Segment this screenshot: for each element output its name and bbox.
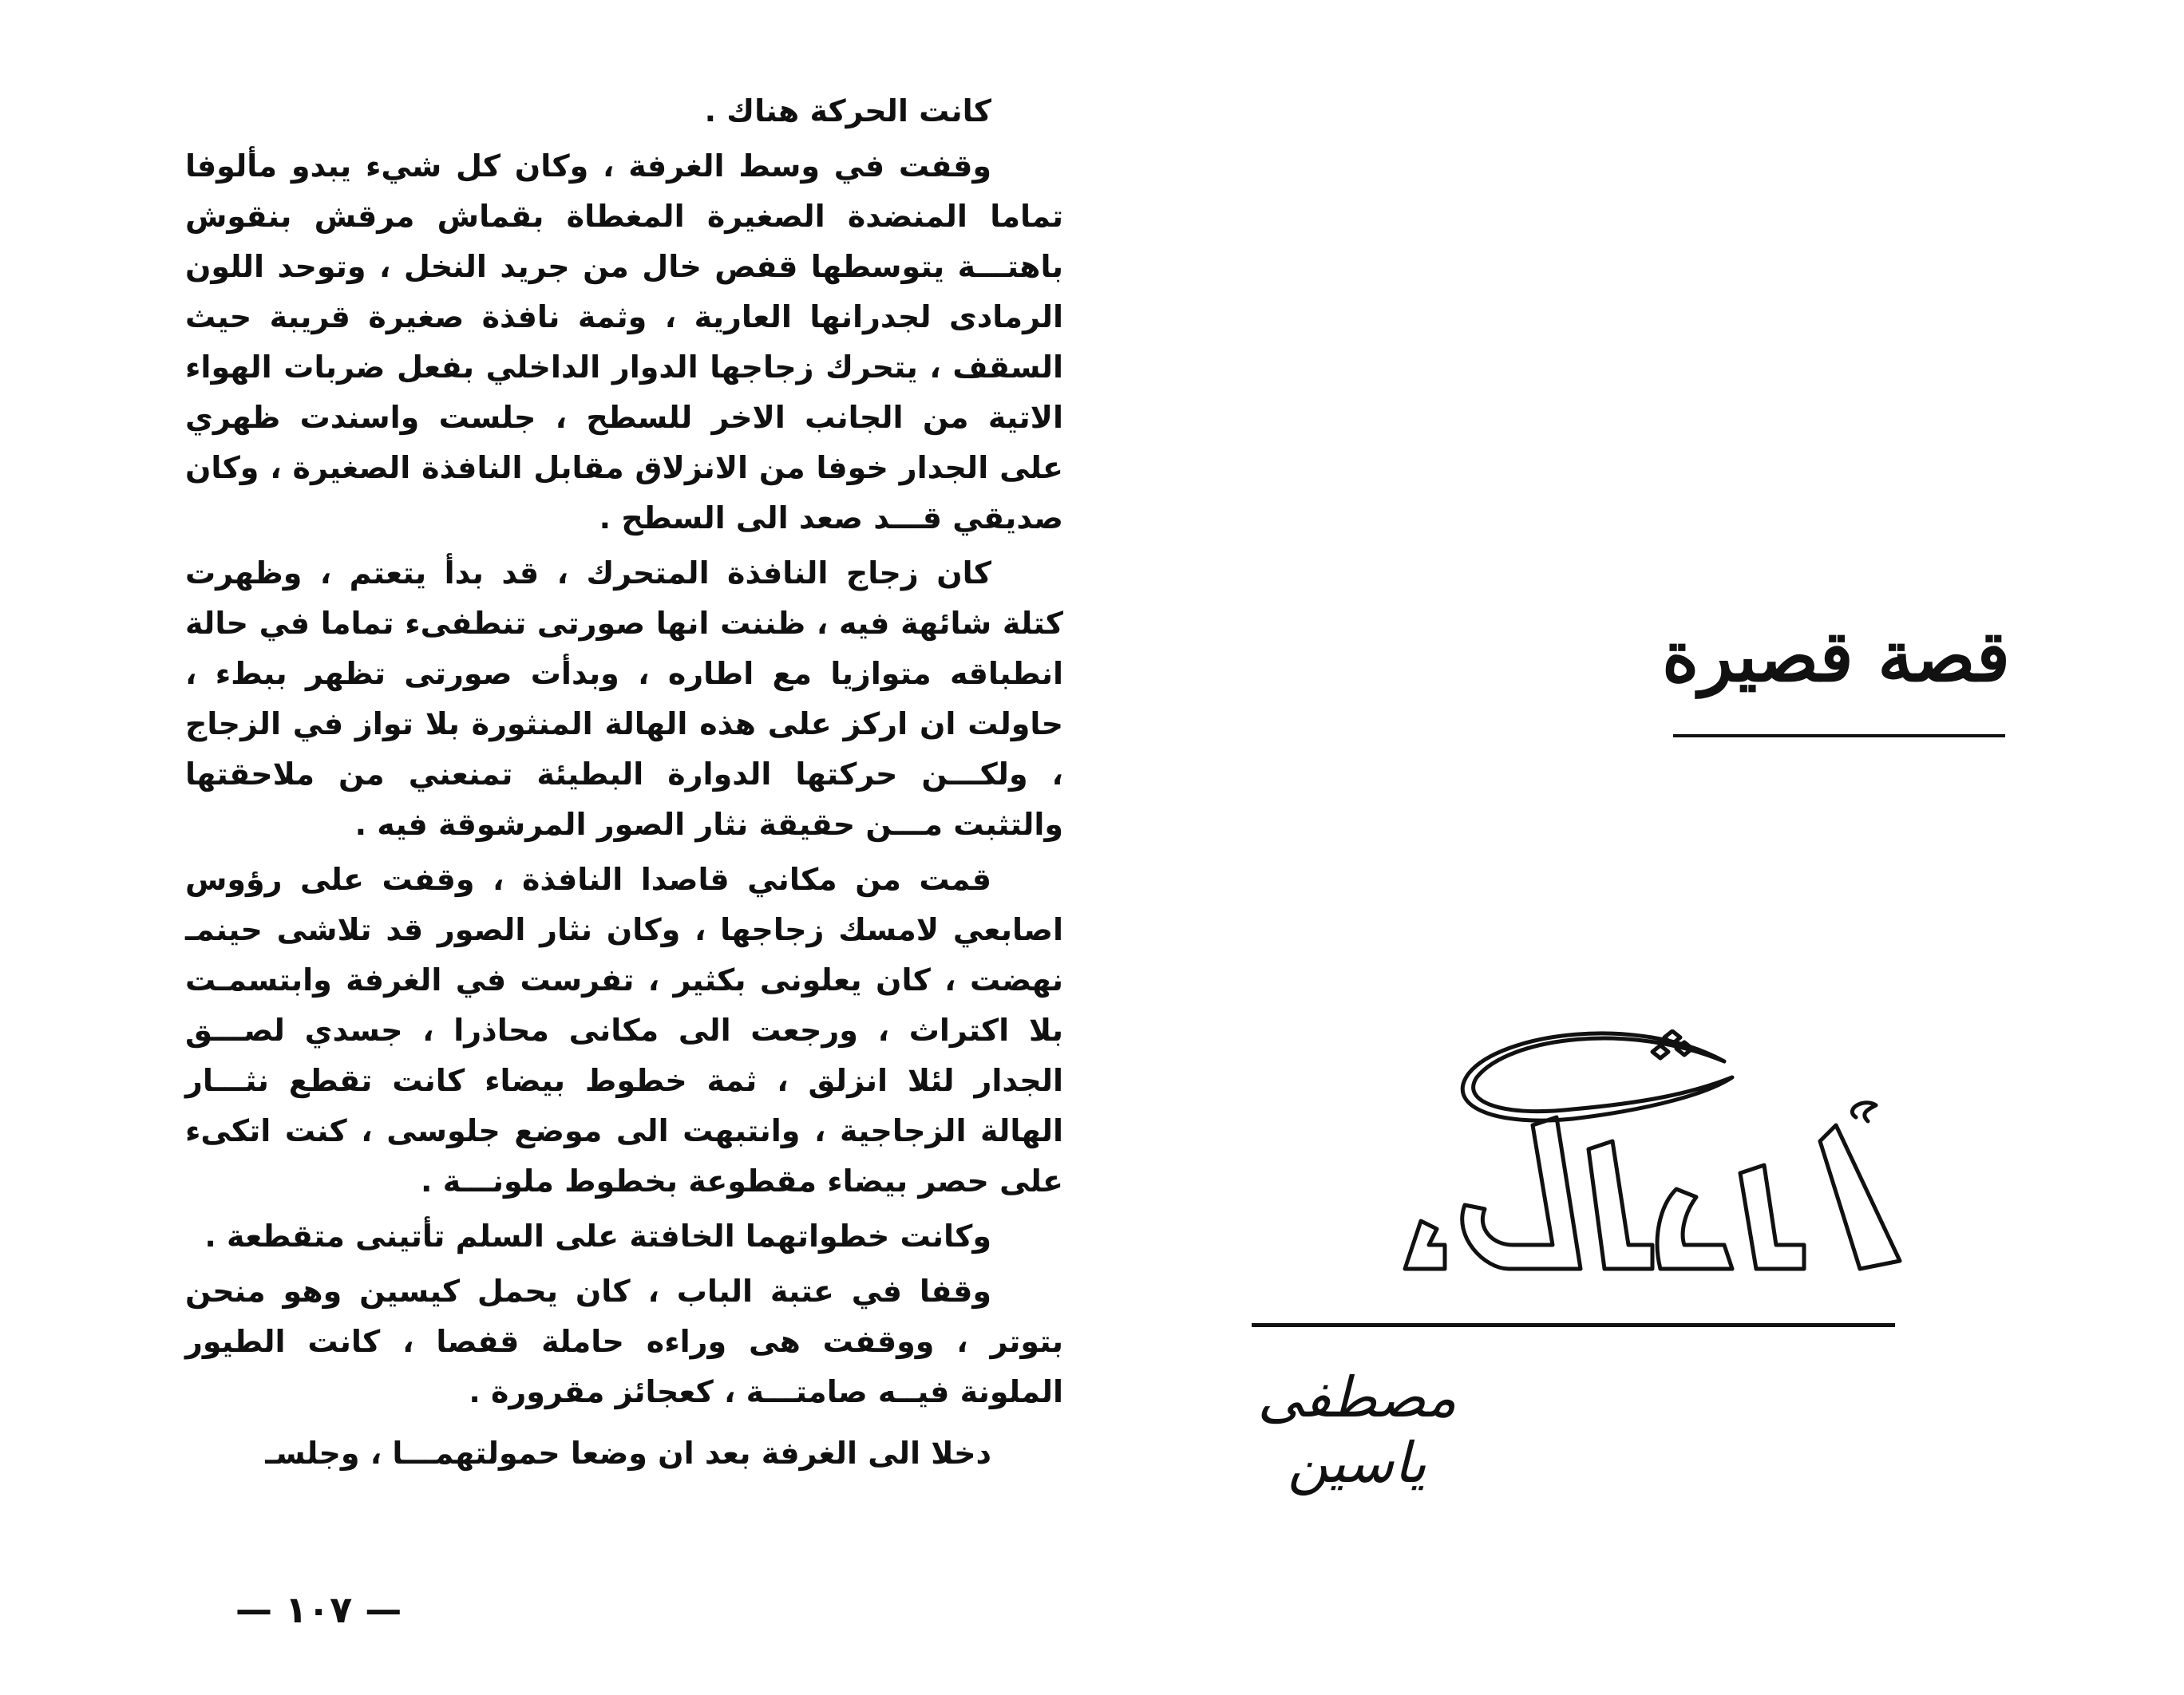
title-stroke: [1589, 1141, 1652, 1269]
paragraph: قمت من مكاني قاصدا النافذة ، وقفت على رؤوس اصابعي لامسك زجاجها ، وكان نثار الصور قد تلاشى حينمـ نهضت ، كان يعلونى بكثير ، تفرست في الغرفة وابتسمـت بلا اكتراث ، ورجعت الى مكانى محاذرا ، جسدي لصـــق الجدار لئلا انزلق ، ثمة خطوط بيضاء كانت تقطع نثـــار الهالة الزجاجية ، وانتبهت الى موضع جلوسى ، كنت اتكىء على حصر بيضاء مقطوعة بخطوط ملونـــة .: [185, 862, 1063, 1199]
title-stroke: [1820, 1125, 1900, 1269]
story-title-lettering: [1389, 1029, 1916, 1301]
title-stroke: [1652, 1031, 1692, 1058]
title-stroke: [1462, 1117, 1581, 1269]
title-stroke: [1852, 1103, 1876, 1121]
series-divider: [1673, 734, 2005, 737]
title-divider: [1252, 1323, 1895, 1327]
title-stroke: [1405, 1221, 1445, 1269]
paragraph: وقفت في وسط الغرفة ، وكان كل شيء يبدو مألوفا تماما المنضدة الصغيرة المغطاة بقماش مرقش بنقوش باهتـــة يتوسطها قفص خال من جريد النخل ، وتوحد اللون الرمادى لجدرانها العارية ، وثمة نافذة صغيرة قريبة حيث السقف ، يتحرك زجاجها الدوار الداخلي بفعل ضربات الهواء الاتية من الجانب الاخر للسطح ، جلست واسندت ظهري على الجدار خوفا من الانزلاق مقابل النافذة الصغيرة ، وكان صديقي قـــد صعد الى السطح .: [185, 148, 1063, 535]
paragraph: دخلا الى الغرفة بعد ان وضعا حمولتهمـــا ، وجلسـ: [265, 1436, 991, 1471]
paragraph: وكانت خطواتهما الخافتة على السلم تأتينى متقطعة .: [204, 1219, 991, 1254]
author-signature: مصطفى ياسين: [1257, 1365, 1457, 1495]
title-stroke: [1740, 1165, 1804, 1269]
series-label: قصة قصيرة: [1662, 614, 2010, 697]
paragraph: كان زجاج النافذة المتحرك ، قد بدأ يتعتم ، وظهرت كتلة شائهة فيه ، ظننت انها صورتى تنطفىء تماما في حالة انطباقه متوازيا مع اطاره ، وبدأت صورتى تظهر ببطء ، حاولت ان اركز على هذه الهالة المنثورة بلا تواز في الزجاج ، ولكـــن حركتها الدوارة البطيئة تمنعني من ملاحقتها والتثبت مـــن حقيقة نثار الصور المرشوقة فيه .: [185, 555, 1063, 842]
paragraph: كانت الحركة هناك .: [704, 93, 991, 128]
title-stroke: [1657, 1189, 1732, 1269]
story-body: [185, 86, 1063, 1484]
paragraph: وقفا في عتبة الباب ، كان يحمل كيسين وهو منحن بتوتر ، ووقفت هى وراءه حاملة قفصا ، كانت الطيور الملونة فيــه صامتـــة ، كعجائز مقرورة .: [185, 1274, 1063, 1409]
page-number: — ١٠٧ —: [235, 1588, 402, 1631]
